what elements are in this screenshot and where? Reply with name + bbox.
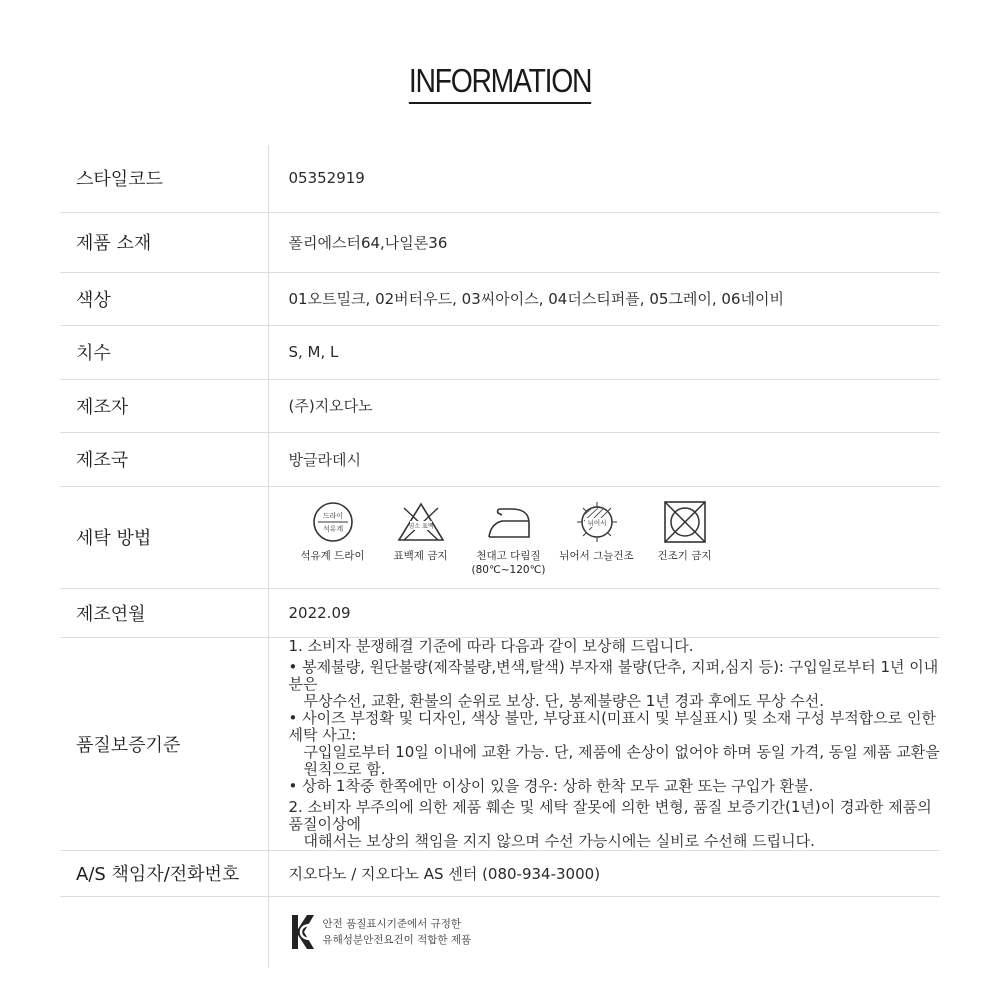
- country-label: 제조국: [60, 432, 268, 486]
- color-label: 색상: [60, 272, 268, 325]
- quality-text: [268, 637, 940, 850]
- maker-label: 제조자: [60, 379, 268, 432]
- kc-mark-icon: [289, 913, 315, 951]
- material-value: 폴리에스터64,나일론36: [288, 233, 448, 252]
- no-bleach-icon: [396, 501, 446, 543]
- quality-line-2b: 대해서는 보상의 책임을 지지 않으며 수선 가능시에는 실비로 수선해 드립니다.: [303, 831, 815, 850]
- wash-label: 세탁 방법: [60, 486, 268, 588]
- row-material: [60, 212, 940, 272]
- row-as: [60, 850, 940, 896]
- kc-text-line2: 유해성분안전요건이 적합한 제품: [322, 934, 472, 947]
- row-maker: [60, 379, 940, 432]
- material-label: 제품 소재: [60, 212, 268, 272]
- no-tumble-caption: 건조기 금지: [657, 550, 712, 562]
- quality-bullet-1b: 무상수선, 교환, 환불의 순위로 보상. 단, 봉제불량은 1년 경과 후에도 무상 수선.: [303, 691, 825, 710]
- date-value: 2022.09: [288, 603, 351, 622]
- style-code-label: 스타일코드: [60, 145, 268, 212]
- row-date: [60, 588, 940, 637]
- kc-cell: [268, 896, 940, 968]
- quality-bullet-3: • 상하 1착중 한쪽에만 이상이 있을 경우: 상하 한착 모두 교환 또는 구입가 환불.: [288, 776, 814, 795]
- row-country: [60, 432, 940, 486]
- wash-icons: [268, 486, 940, 588]
- kc-text-line1: 안전 품질표시기준에서 규정한: [322, 918, 462, 931]
- shade-dry-icon: [572, 501, 622, 543]
- iron-caption-line1: 천대고 다림질: [476, 550, 541, 562]
- quality-line-2a: 2. 소비자 부주의에 의한 제품 훼손 및 세탁 잘못에 의한 변형, 품질 보증기간(1년)이 경과한 제품의 품질이상에: [288, 797, 932, 833]
- row-style-code: [60, 145, 940, 212]
- petroleum-dry-clean-icon: [310, 501, 356, 543]
- wash-item-no-bleach: [377, 501, 465, 563]
- iron-caption: [472, 549, 546, 577]
- quality-label: 품질보증기준: [60, 637, 268, 850]
- dry-clean-inner-bottom: 석유계: [322, 525, 343, 533]
- as-value: 지오다노 / 지오다노 AS 센터 (080-934-3000): [288, 864, 601, 883]
- country-value: 방글라데시: [288, 450, 361, 469]
- no-bleach-caption: 표백제 금지: [393, 550, 448, 562]
- size-label: 치수: [60, 325, 268, 379]
- iron-cloth-icon: [484, 501, 534, 543]
- quality-bullet-2a: • 사이즈 부정확 및 디자인, 색상 불만, 부당표시(미표시 및 부실표시) 및 소재 구성 부적합으로 인한 세탁 사고:: [288, 708, 936, 744]
- as-label: A/S 책임자/전화번호: [60, 850, 268, 896]
- quality-bullet-2b: 구입일로부터 10일 이내에 교환 가능. 단, 제품에 손상이 없어야 하며 동일 가격, 동일 제품 교환을 원칙으로 함.: [303, 742, 940, 778]
- style-code-value: 05352919: [288, 169, 365, 188]
- page-title: [0, 62, 1000, 104]
- row-size: [60, 325, 940, 379]
- no-bleach-inner: 염소 표백: [407, 523, 434, 530]
- dry-clean-caption: 석유계 드라이: [300, 550, 365, 562]
- row-quality: [60, 637, 940, 850]
- wash-item-no-tumble: [641, 501, 729, 563]
- shade-dry-caption: 뉘어서 그늘건조: [559, 550, 634, 562]
- quality-bullet-1a: • 봉제불량, 원단불량(제작불량,변색,탈색) 부자재 불량(단추, 지퍼,심지 등): 구입일로부터 1년 이내분은: [288, 657, 939, 693]
- date-label: 제조연월: [60, 588, 268, 637]
- row-wash: [60, 486, 940, 588]
- row-kc: [60, 896, 940, 968]
- size-value: S, M, L: [288, 343, 339, 361]
- color-value: 01오트밀크, 02버터우드, 03씨아이스, 04더스티퍼플, 05그레이, 06네이비: [288, 290, 784, 308]
- wash-item-dry-clean: [289, 501, 377, 563]
- iron-caption-line2: (80℃~120℃): [471, 564, 546, 576]
- wash-item-iron: [465, 501, 553, 577]
- information-heading: INFORMATION: [409, 62, 591, 104]
- dry-clean-inner-top: 드라이: [322, 512, 343, 520]
- quality-line-1: 1. 소비자 분쟁해결 기준에 따라 다음과 같이 보상해 드립니다.: [288, 636, 694, 655]
- row-color: [60, 272, 940, 325]
- no-tumble-dry-icon: [660, 501, 710, 543]
- kc-label-empty: [60, 896, 268, 968]
- shade-dry-inner: 뉘어서: [587, 519, 606, 527]
- maker-value: (주)지오다노: [288, 397, 373, 415]
- wash-item-shade-dry: [553, 501, 641, 563]
- info-table: [60, 145, 940, 968]
